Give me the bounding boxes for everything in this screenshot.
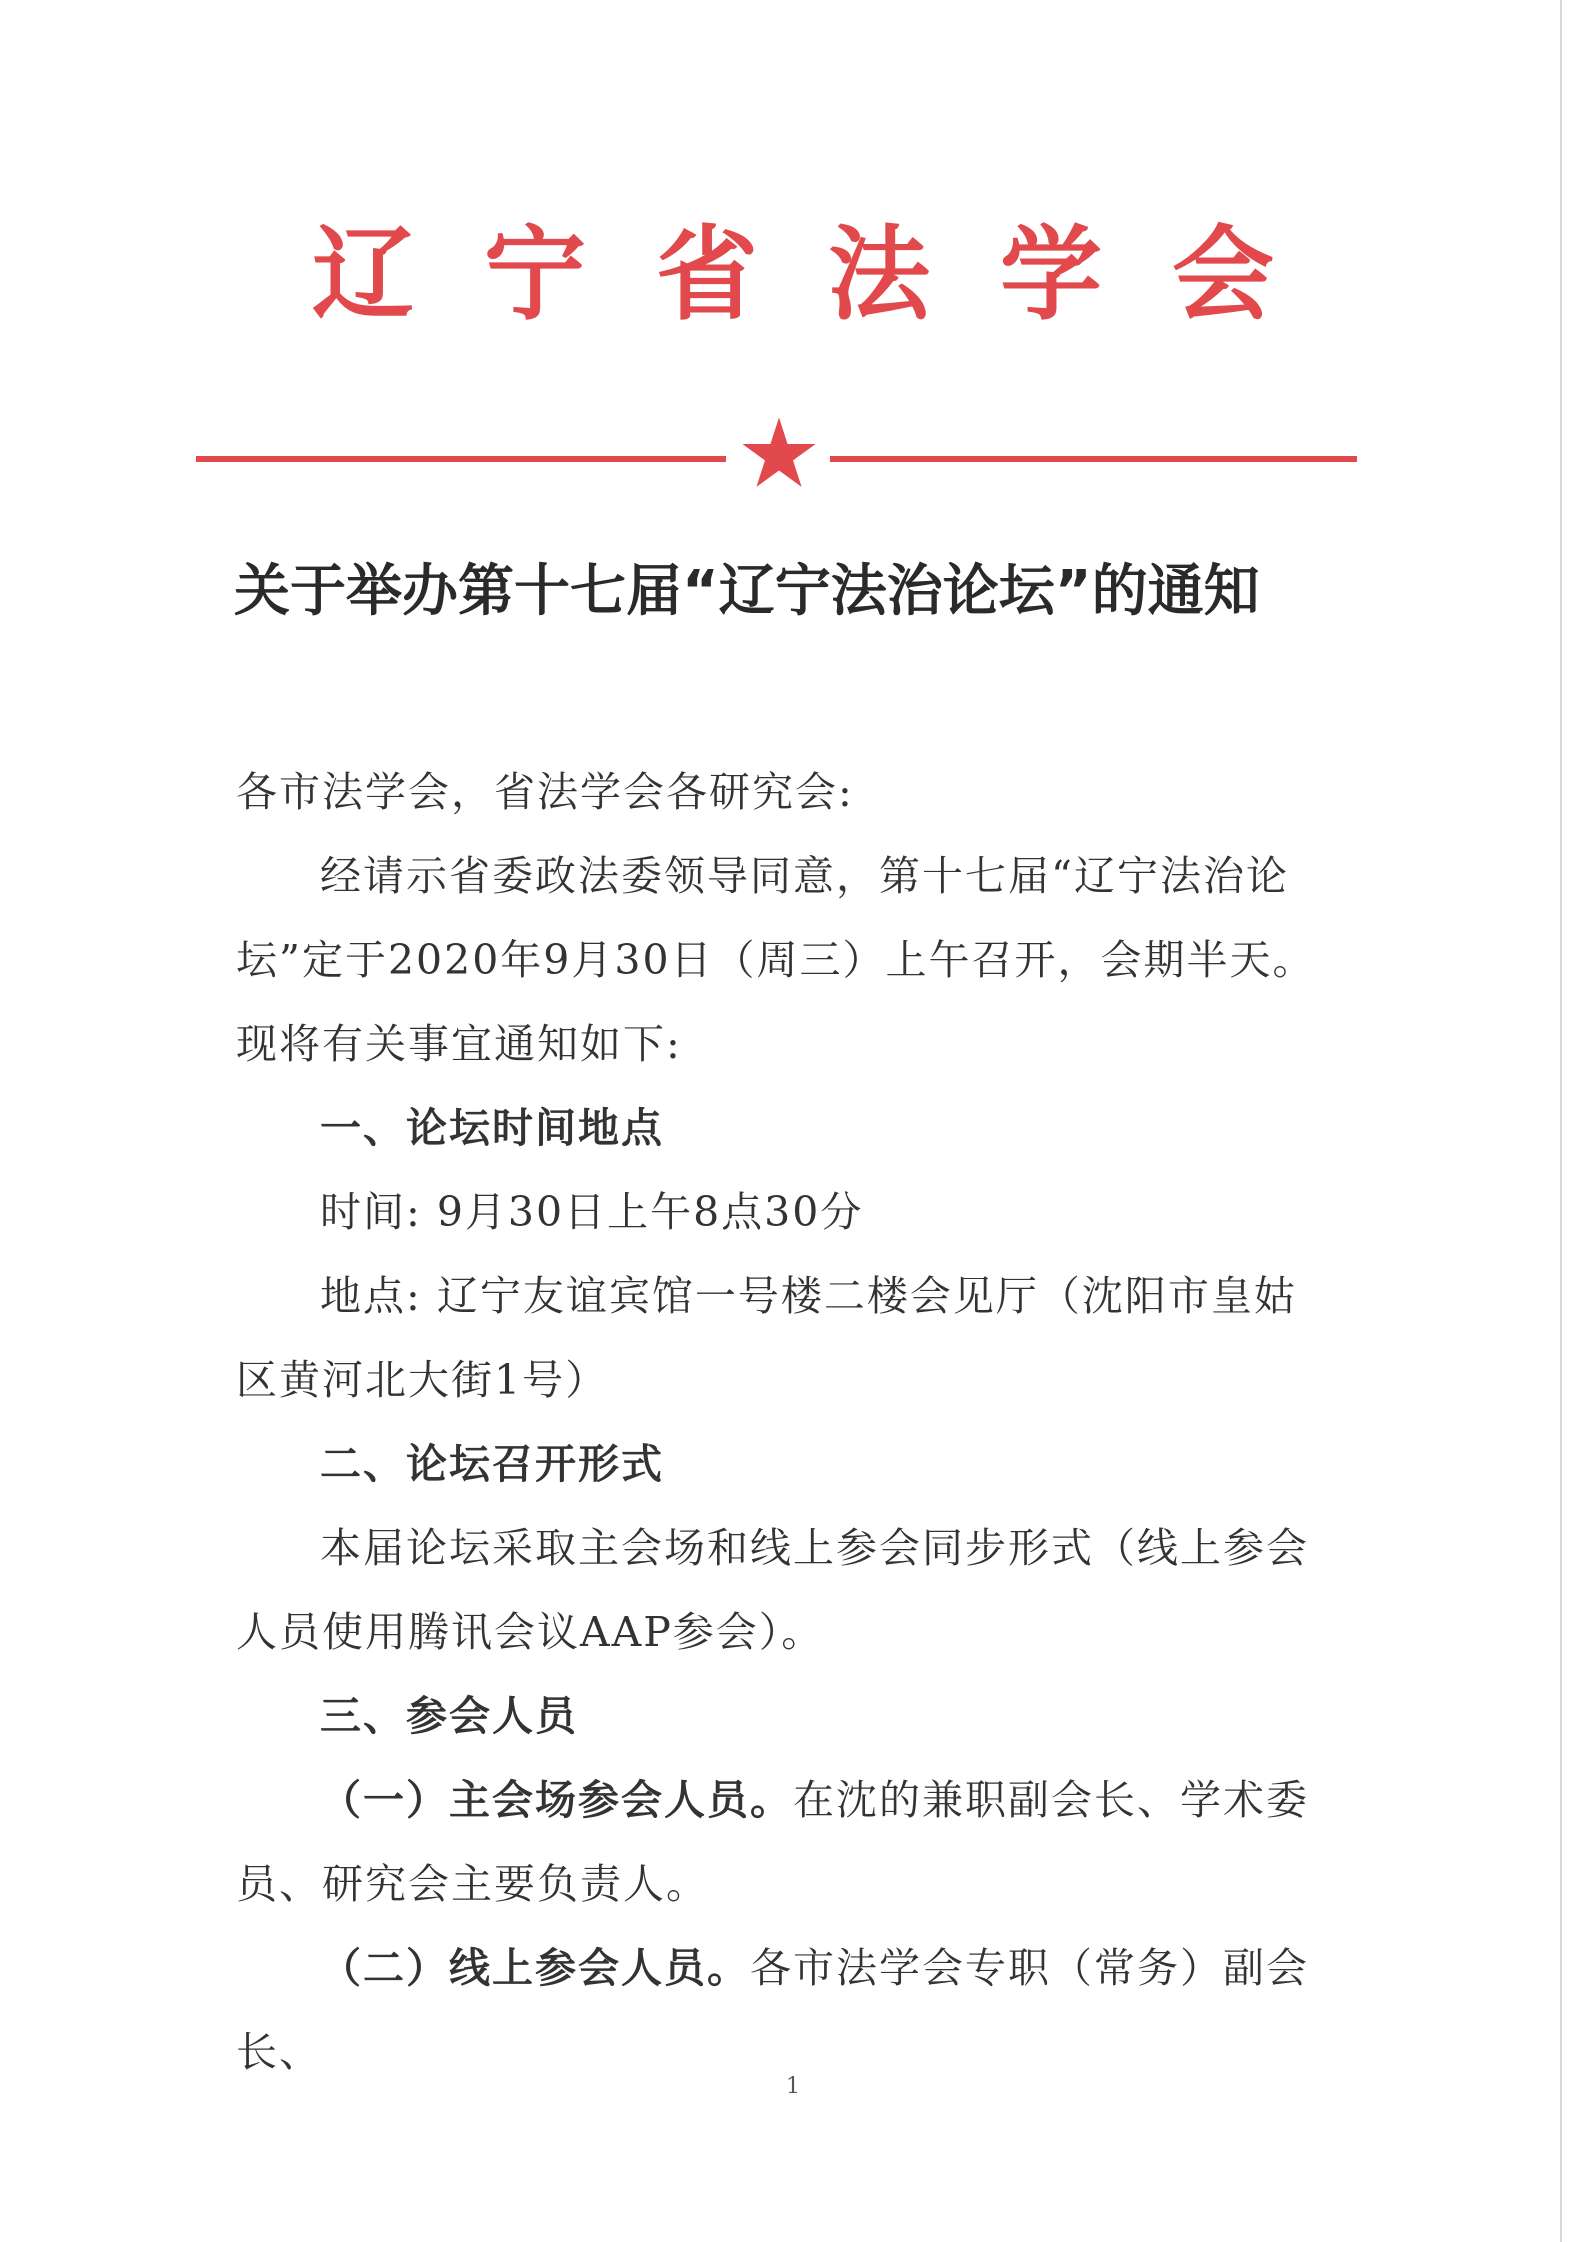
masthead-rule-left (196, 456, 726, 462)
section3-item2-text: 各市法学会专职（常务）副会长、 (236, 1944, 1309, 2076)
section1-place: 地点: 辽宁友谊宾馆一号楼二楼会见厅（沈阳市皇姑区黄河北大街1号） (236, 1272, 1297, 1404)
intro-paragraph: 经请示省委政法委领导同意，第十七届“辽宁法治论坛”定于2020年9月30日（周三）上午召开，会期半天。现将有关事宜通知如下: (236, 852, 1316, 1068)
section3-item1-label: （一）主会场参会人员。 (320, 1776, 793, 1824)
red-star-icon (740, 416, 818, 490)
section2-heading: 二、论坛召开形式 (320, 1440, 664, 1488)
page-number: 1 (786, 2074, 800, 2099)
section3-item1-text: 在沈的兼职副会长、学术委员、研究会主要负责人。 (236, 1776, 1309, 1908)
document-body (236, 750, 1326, 2094)
section3-item2 (236, 1926, 1326, 2094)
section1-heading: 一、论坛时间地点 (320, 1104, 664, 1152)
masthead-rule-right (830, 456, 1357, 462)
section3-item1 (236, 1758, 1326, 1926)
section3-item2-label: （二）线上参会人员。 (320, 1944, 750, 1992)
section1-time: 时间: 9月30日上午8点30分 (320, 1188, 864, 1236)
section2-text: 本届论坛采取主会场和线上参会同步形式（线上参会人员使用腾讯会议AAP参会）。 (236, 1524, 1309, 1656)
salutation: 各市法学会，省法学会各研究会: (236, 768, 854, 816)
masthead-organization: 辽宁省法学会 (312, 215, 1344, 335)
document-title: 关于举办第十七届“辽宁法治论坛”的通知 (234, 559, 1260, 624)
section3-heading: 三、参会人员 (320, 1692, 578, 1740)
